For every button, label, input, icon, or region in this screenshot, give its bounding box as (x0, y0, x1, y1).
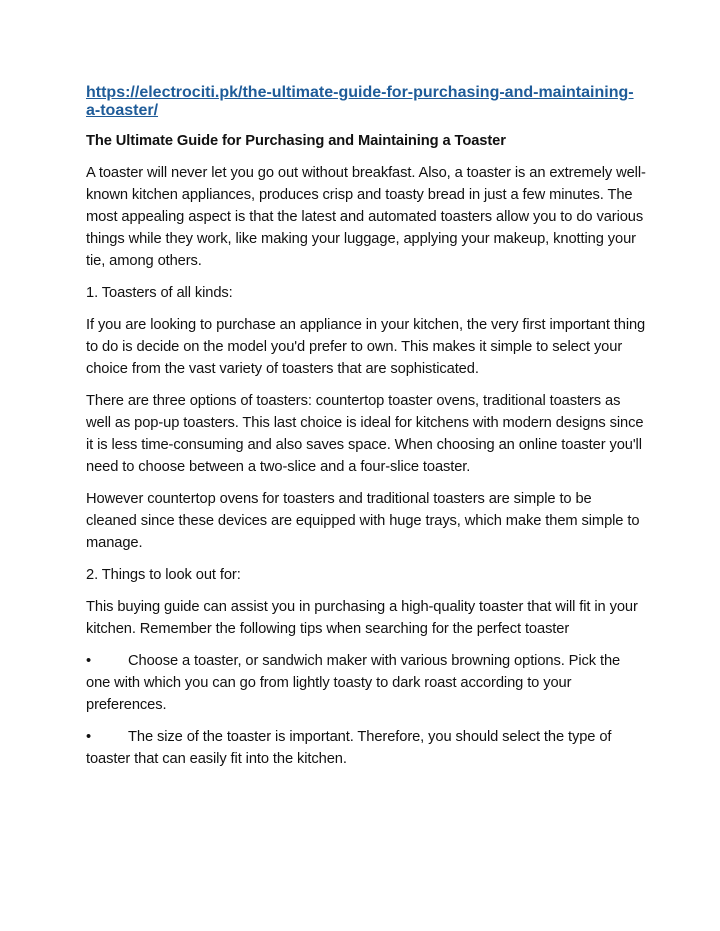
bullet-marker: • (86, 729, 92, 745)
bullet-item (86, 726, 646, 770)
intro-paragraph: A toaster will never let you go out without breakfast. Also, a toaster is an extremely well-known kitchen appliances, produces crisp and toasty bread in just a few minutes. The most appealing aspect is that the latest and automated toasters allow you to do various things while they work, like making your luggage, applying your makeup, knotting your tie, among others. (86, 165, 646, 269)
section-1-paragraph-3: However countertop ovens for toasters and traditional toasters are simple to be cleaned since these devices are equipped with huge trays, which make them simple to manage. (86, 491, 640, 551)
document-title: The Ultimate Guide for Purchasing and Maintaining a Toaster (86, 133, 506, 149)
bullet-marker: • (86, 653, 92, 669)
source-link[interactable]: https://electrociti.pk/the-ultimate-guide-for-purchasing-and-maintaining-a-toaster/ (86, 84, 634, 119)
section-2-paragraph-1: This buying guide can assist you in purchasing a high-quality toaster that will fit in your kitchen. Remember the following tips when searching for the perfect toaster (86, 599, 638, 637)
document-page (86, 84, 646, 780)
section-1-paragraph-1: If you are looking to purchase an appliance in your kitchen, the very first important thing to do is decide on the model you'd prefer to own. This makes it simple to select your choice from the vast variety of toasters that are sophisticated. (86, 317, 646, 377)
bullet-text: The size of the toaster is important. Therefore, you should select the type of toaster that can easily fit into the kitchen. (86, 729, 612, 767)
section-2-heading: 2. Things to look out for: (86, 567, 241, 583)
section-1-heading: 1. Toasters of all kinds: (86, 285, 233, 301)
bullet-item (86, 650, 646, 716)
section-1-paragraph-2: There are three options of toasters: countertop toaster ovens, traditional toasters as well as pop-up toasters. This last choice is ideal for kitchens with modern designs since it is less time-consuming and also saves space. When choosing an online toaster you'll need to choose between a two-slice and a four-slice toaster. (86, 393, 644, 475)
bullet-text: Choose a toaster, or sandwich maker with various browning options. Pick the one with which you can go from lightly toasty to dark roast according to your preferences. (86, 653, 621, 713)
